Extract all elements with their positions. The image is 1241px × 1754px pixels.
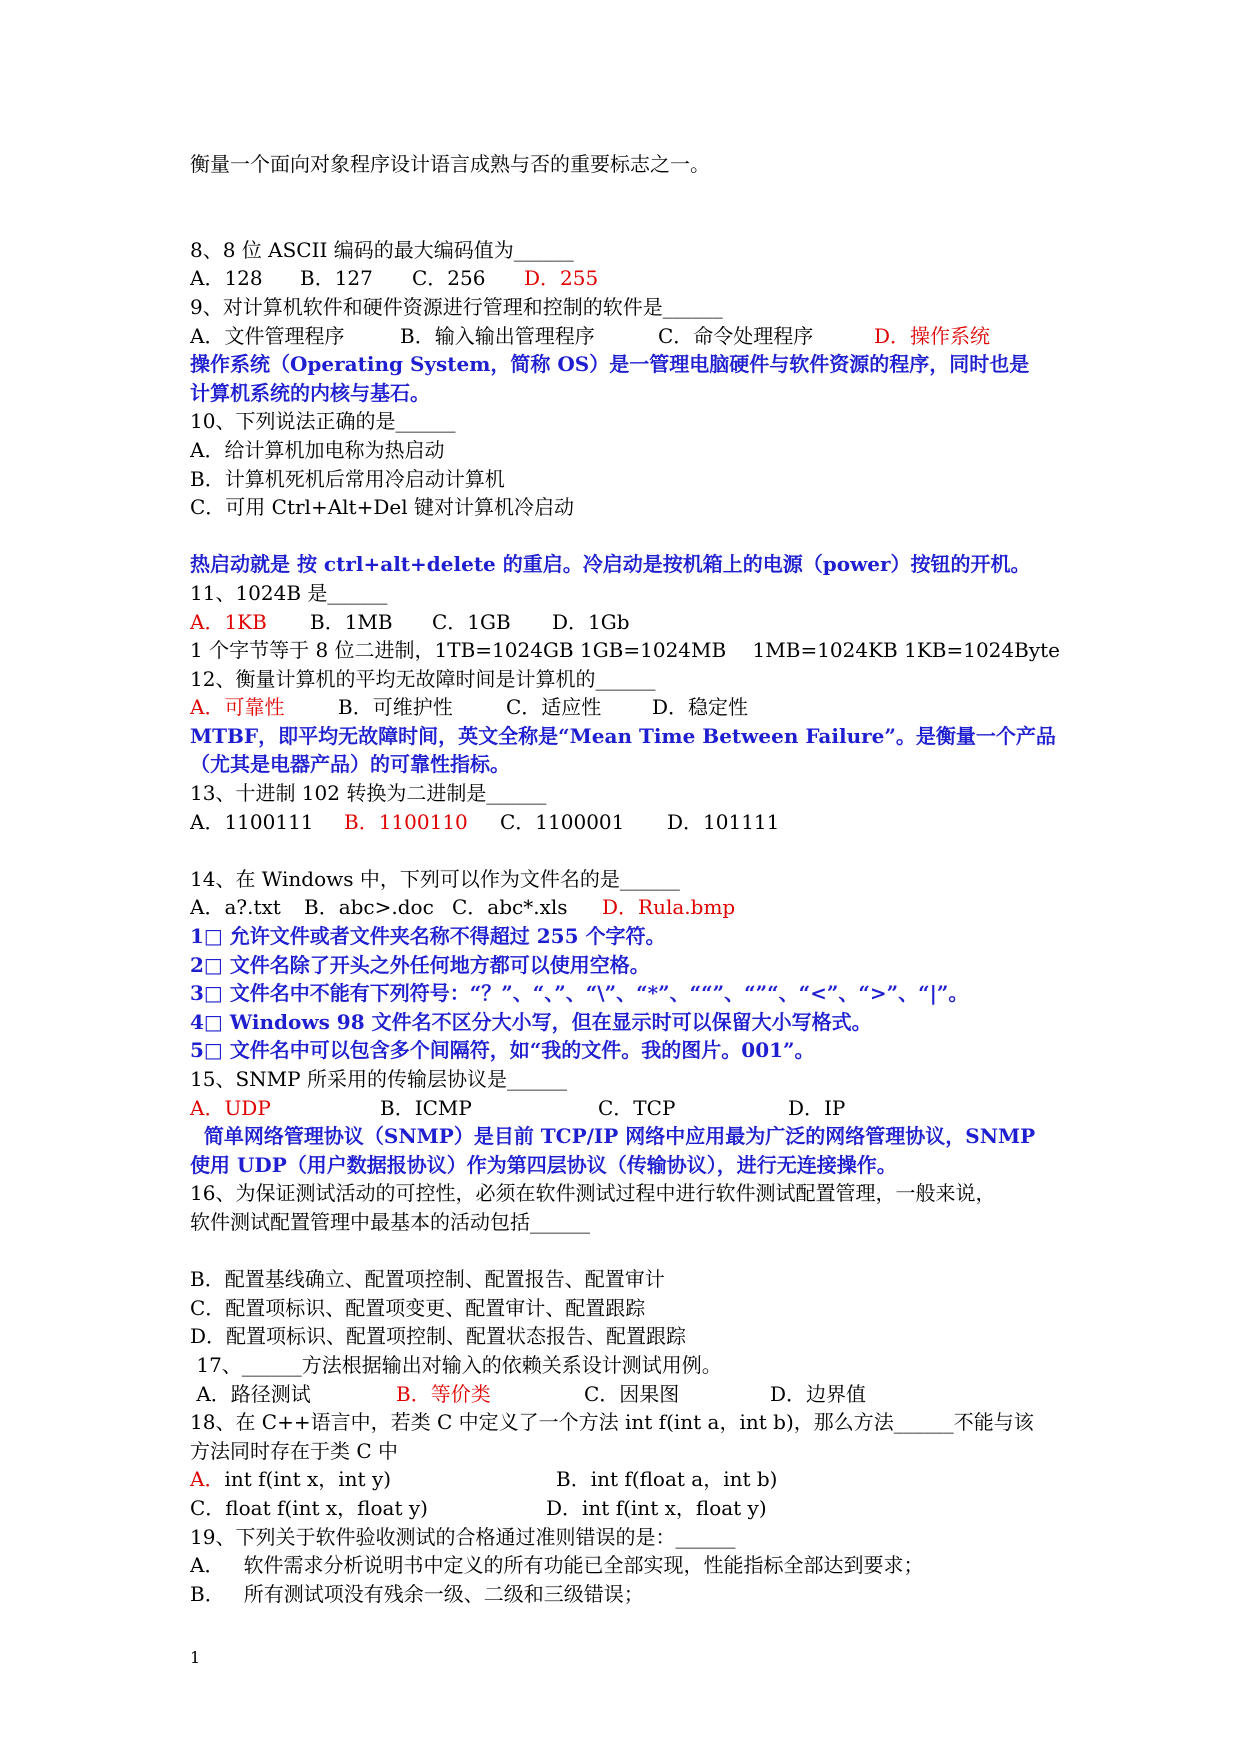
option-d: D．1Gb <box>552 609 630 634</box>
question-11: 11、1024B 是______ <box>190 580 388 605</box>
explanation-line: MTBF，即平均无故障时间，英文全称是“Mean Time Between Failure”。是衡量一个产品 <box>190 723 1056 748</box>
option-c: C．命令处理程序 <box>658 323 814 348</box>
option-c: C．因果图 <box>584 1381 680 1406</box>
option-d-answer: D．Rula.bmp <box>602 895 736 920</box>
question-12-options <box>190 693 1060 722</box>
option-a: A．128 <box>190 266 263 291</box>
option-a <box>190 1237 1060 1266</box>
option-d: D．边界值 <box>770 1381 867 1406</box>
rule-line: 5□ 文件名中可以包含多个间隔符，如“我的文件。我的图片。001”。 <box>190 1038 815 1063</box>
option-c: C．256 <box>412 266 486 291</box>
option-d <box>190 522 1060 551</box>
question-16: 16、为保证测试活动的可控性，必须在软件测试过程中进行软件测试配置管理，一般来说， <box>190 1181 996 1206</box>
option-b: B．int f(float a，int b) <box>556 1467 778 1492</box>
question-9: 9、对计算机软件和硬件资源进行管理和控制的软件是______ <box>190 294 723 319</box>
question-11-options <box>190 608 1060 637</box>
option-c: C．1100001 <box>500 809 625 834</box>
unit-note <box>190 636 1060 665</box>
option-a: A．给计算机加电称为热启动 <box>190 437 445 462</box>
question-15-options <box>190 1094 1060 1123</box>
option-d: D．101111 <box>667 809 780 834</box>
option-b: B．输入输出管理程序 <box>400 323 595 348</box>
option-a: A．文件管理程序 <box>190 323 345 348</box>
question-options <box>190 207 1060 236</box>
question-13: 13、十进制 102 转换为二进制是______ <box>190 781 547 806</box>
question-8: 8、8 位 ASCII 编码的最大编码值为______ <box>190 237 574 262</box>
option-c: C．float f(int x，float y) <box>190 1495 428 1520</box>
question-9-options <box>190 322 1060 351</box>
explanation-line: 使用 UDP（用户数据报协议）作为第四层协议（传输协议），进行无连接操作。 <box>190 1152 897 1177</box>
option-b: B．1MB <box>310 609 393 634</box>
explanation-line: 简单网络管理协议（SNMP）是目前 TCP/IP 网络中应用最为广泛的网络管理协议，SNMP <box>190 1124 1036 1149</box>
question-14-options <box>190 893 1060 922</box>
option-c: C．1GB <box>432 609 511 634</box>
option-d: D．配置项标识、配置项控制、配置状态报告、配置跟踪 <box>190 1324 687 1349</box>
option-d: D．int f(int x，float y) <box>546 1495 767 1520</box>
option-a: A．路径测试 <box>190 1381 311 1406</box>
unit-note-part: 1 个字节等于 8 位二进制，1TB=1024GB 1GB=1024MB <box>190 638 727 663</box>
question-14: 14、在 Windows 中，下列可以作为文件名的是______ <box>190 866 680 891</box>
option-a: A．a?.txt <box>190 895 281 920</box>
option-c: C．abc*.xls <box>452 895 568 920</box>
question-17: 17、______方法根据输出对输入的依赖关系设计测试用例。 <box>190 1352 722 1377</box>
option-a-answer: A．可靠性 <box>190 695 285 720</box>
question-18-options-ab <box>190 1465 1060 1494</box>
option-b-answer: B．1100110 <box>344 809 468 834</box>
option-d-answer: D．操作系统 <box>874 323 991 348</box>
option-b: B．计算机死机后常用冷启动计算机 <box>190 466 505 491</box>
question-10: 10、下列说法正确的是______ <box>190 409 456 434</box>
option-b: B．ICMP <box>380 1095 472 1120</box>
rule-line: 3□ 文件名中不能有下列符号：“？”、“、”、“\”、“*”、““”、“”“、“<”、“>”、“|”。 <box>190 981 969 1006</box>
explanation-line: 计算机系统的内核与基石。 <box>190 380 430 405</box>
text-line: 衡量一个面向对象程序设计语言成熟与否的重要标志之一。 <box>190 152 710 176</box>
explanation-line: 热启动就是 按 ctrl+alt+delete 的重启。冷启动是按机箱上的电源（power）按钮的开机。 <box>190 552 1031 577</box>
option-a: A． 软件需求分析说明书中定义的所有功能已全部实现，性能指标全部达到要求； <box>190 1553 924 1578</box>
question-18: 18、在 C++语言中，若类 C 中定义了一个方法 int f(int a，int b)，那么方法______不能与该 <box>190 1410 1034 1435</box>
explanation-line: 操作系统（Operating System，简称 OS）是一管理电脑硬件与软件资源的程序，同时也是 <box>190 352 1030 377</box>
option-a: A．1100111 <box>190 809 314 834</box>
option-d-answer: D．255 <box>524 266 599 291</box>
option-b-answer: B．等价类 <box>396 1381 491 1406</box>
option-d: D．IP <box>788 1095 846 1120</box>
option-c: C．TCP <box>598 1095 676 1120</box>
option-a-answer: A．UDP <box>190 1095 271 1120</box>
option-c: C．适应性 <box>506 695 602 720</box>
option-c: C．配置项标识、配置项变更、配置审计、配置跟踪 <box>190 1295 646 1320</box>
rule-line: 1□ 允许文件或者文件夹名称不得超过 255 个字符。 <box>190 924 666 949</box>
rule-line: 4□ Windows 98 文件名不区分大小写，但在显示时可以保留大小写格式。 <box>190 1009 872 1034</box>
option-b: B．配置基线确立、配置项控制、配置报告、配置审计 <box>190 1267 665 1292</box>
option-b: B．可维护性 <box>338 695 453 720</box>
option-b: B．127 <box>300 266 373 291</box>
question-16-cont: 软件测试配置管理中最基本的活动包括______ <box>190 1209 590 1234</box>
document-body <box>190 150 1060 1608</box>
option-a: A．int f(int x，int y) <box>190 1467 392 1492</box>
question-8-options <box>190 264 1060 293</box>
binary-conversion-formula <box>190 836 1060 865</box>
explanation-line: （尤其是电器产品）的可靠性指标。 <box>190 752 510 777</box>
question-12: 12、衡量计算机的平均无故障时间是计算机的______ <box>190 666 656 691</box>
question-options <box>190 179 1060 208</box>
option-b: B．abc>.doc <box>304 895 434 920</box>
question-18-options-cd <box>190 1494 1060 1523</box>
question-13-options <box>190 808 1060 837</box>
option-c: C．可用 Ctrl+Alt+Del 键对计算机冷启动 <box>190 495 574 520</box>
question-17-options <box>190 1380 1060 1409</box>
rule-line: 2□ 文件名除了开头之外任何地方都可以使用空格。 <box>190 952 650 977</box>
question-19: 19、下列关于软件验收测试的合格通过准则错误的是：______ <box>190 1524 736 1549</box>
question-15: 15、SNMP 所采用的传输层协议是______ <box>190 1067 567 1091</box>
page-number: 1 <box>190 1648 201 1667</box>
option-b: B． 所有测试项没有残余一级、二级和三级错误； <box>190 1581 644 1606</box>
option-a-answer: A．1KB <box>190 609 267 634</box>
option-d: D．稳定性 <box>652 695 749 720</box>
unit-note-part: 1MB=1024KB 1KB=1024Byte <box>752 638 1060 663</box>
question-18-cont: 方法同时存在于类 C 中 <box>190 1438 399 1463</box>
